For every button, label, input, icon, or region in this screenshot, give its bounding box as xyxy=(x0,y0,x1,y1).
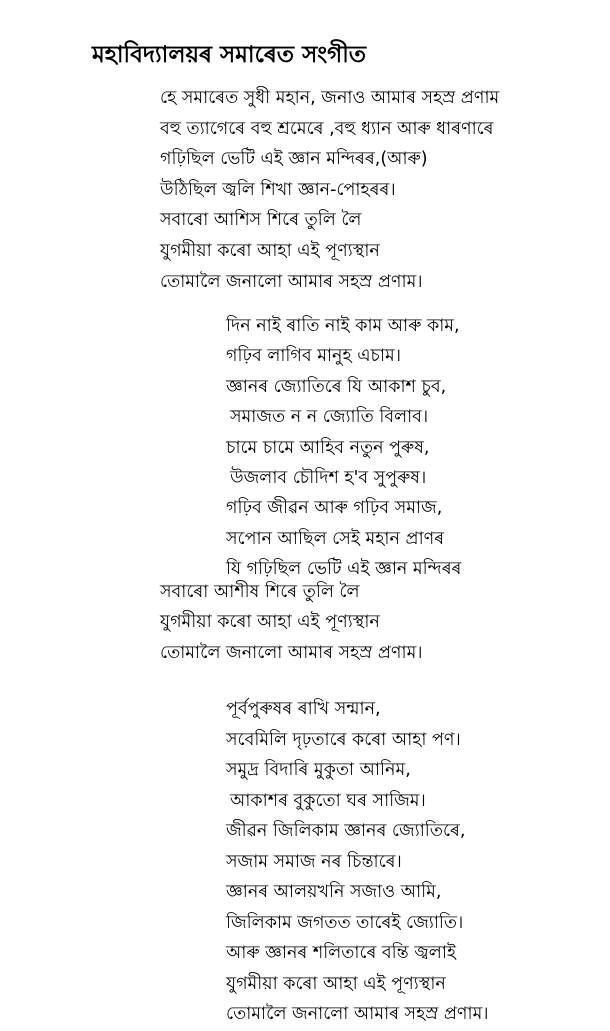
stanza-3 xyxy=(160,578,423,669)
verse-line: তোমালৈ জনালো আমাৰ সহস্র প্রণাম। xyxy=(160,642,423,663)
verse-line: আৰু জ্ঞানৰ শলিতাৰে বন্তি জ্বলাই xyxy=(226,943,456,963)
verse-line: বহু ত্যাগেৰে বহু শ্রমেৰে ,বহু ধ্যান আৰু ধাৰণাৰে xyxy=(160,118,494,139)
stanza-2 xyxy=(226,312,461,586)
verse-line: তোমালৈ জনালো আমাৰ সহস্র প্রণাম। xyxy=(226,1004,489,1024)
verse-line: জীৱন জিলিকাম জ্ঞানৰ জ্যোতিৰে, xyxy=(226,821,466,841)
verse-line: সমাজত ন ন জ্যোতি বিলাব। xyxy=(230,407,429,428)
verse-line: যুগমীয়া কৰো আহা এই পূণ্যস্থান xyxy=(160,240,380,261)
verse-line: জ্ঞানৰ আলয়খনি সজাও আমি, xyxy=(226,882,442,902)
verse-line: উঠিছিল জ্বলি শিখা জ্ঞান-পোহৰৰ। xyxy=(160,179,396,200)
verse-line: জিলিকাম জগতত তাৰেই জ্যোতি। xyxy=(226,912,464,933)
verse-line: গঢ়িব জীৱন আৰু গঢ়িব সমাজ, xyxy=(226,498,443,519)
stanza-4 xyxy=(226,695,489,1031)
verse-line: উজলাব চৌদিশ হ'ব সুপুৰুষ। xyxy=(230,467,427,488)
verse-line: আকাশৰ বুকুতো ঘৰ সাজিম। xyxy=(230,790,426,811)
verse-line: গঢ়িব লাগিব মানুহ এচাম। xyxy=(226,346,402,367)
song-title: মহাবিদ্যালয়ৰ সমাৰেত সংগীত xyxy=(92,42,367,68)
verse-line: সজাম সমাজ নৰ চিন্তাৰে। xyxy=(226,851,402,872)
verse-line: চামে চামে আহিব নতুন পুৰুষ, xyxy=(226,437,430,458)
verse-line: পূর্বপুৰুষৰ ৰাখি সন্মান, xyxy=(226,699,381,719)
verse-line: তোমালৈ জনালো আমাৰ সহস্র প্রণাম। xyxy=(160,271,423,292)
verse-line: যুগমীয়া কৰো আহা এই পূণ্যস্থান xyxy=(160,612,380,633)
verse-line: যুগমীয়া কৰো আহা এই পূণ্যস্থান xyxy=(226,973,446,994)
verse-line: গঢ়িছিল ভেটি এই জ্ঞান মন্দিৰৰ,(আৰু) xyxy=(160,149,428,170)
verse-line: সবাৰো আশিস শিৰে তুলি লৈ xyxy=(160,210,362,231)
verse-line: জ্ঞানৰ জ্যোতিৰে যি আকাশ চুব, xyxy=(226,376,447,397)
verse-line: সপোন আছিল সেই মহান প্রাণৰ xyxy=(226,528,445,549)
verse-line: সবেমিলি দৃঢ়তাৰে কৰো আহা পণ। xyxy=(226,729,461,750)
stanza-1 xyxy=(160,84,499,298)
verse-line: দিন নাই ৰাতি নাই কাম আৰু কাম, xyxy=(226,316,460,336)
verse-line: যি গঢ়িছিল ভেটি এই জ্ঞান মন্দিৰৰ xyxy=(226,559,462,580)
verse-line: সবাৰো আশীষ শিৰে তুলি লৈ xyxy=(160,582,360,602)
verse-line: হে সমাৰেত সুধী মহান, জনাও আমাৰ সহস্র প্রণাম xyxy=(160,88,500,108)
verse-line: সমুদ্র বিদাৰি মুকুতা আনিম, xyxy=(226,760,411,780)
